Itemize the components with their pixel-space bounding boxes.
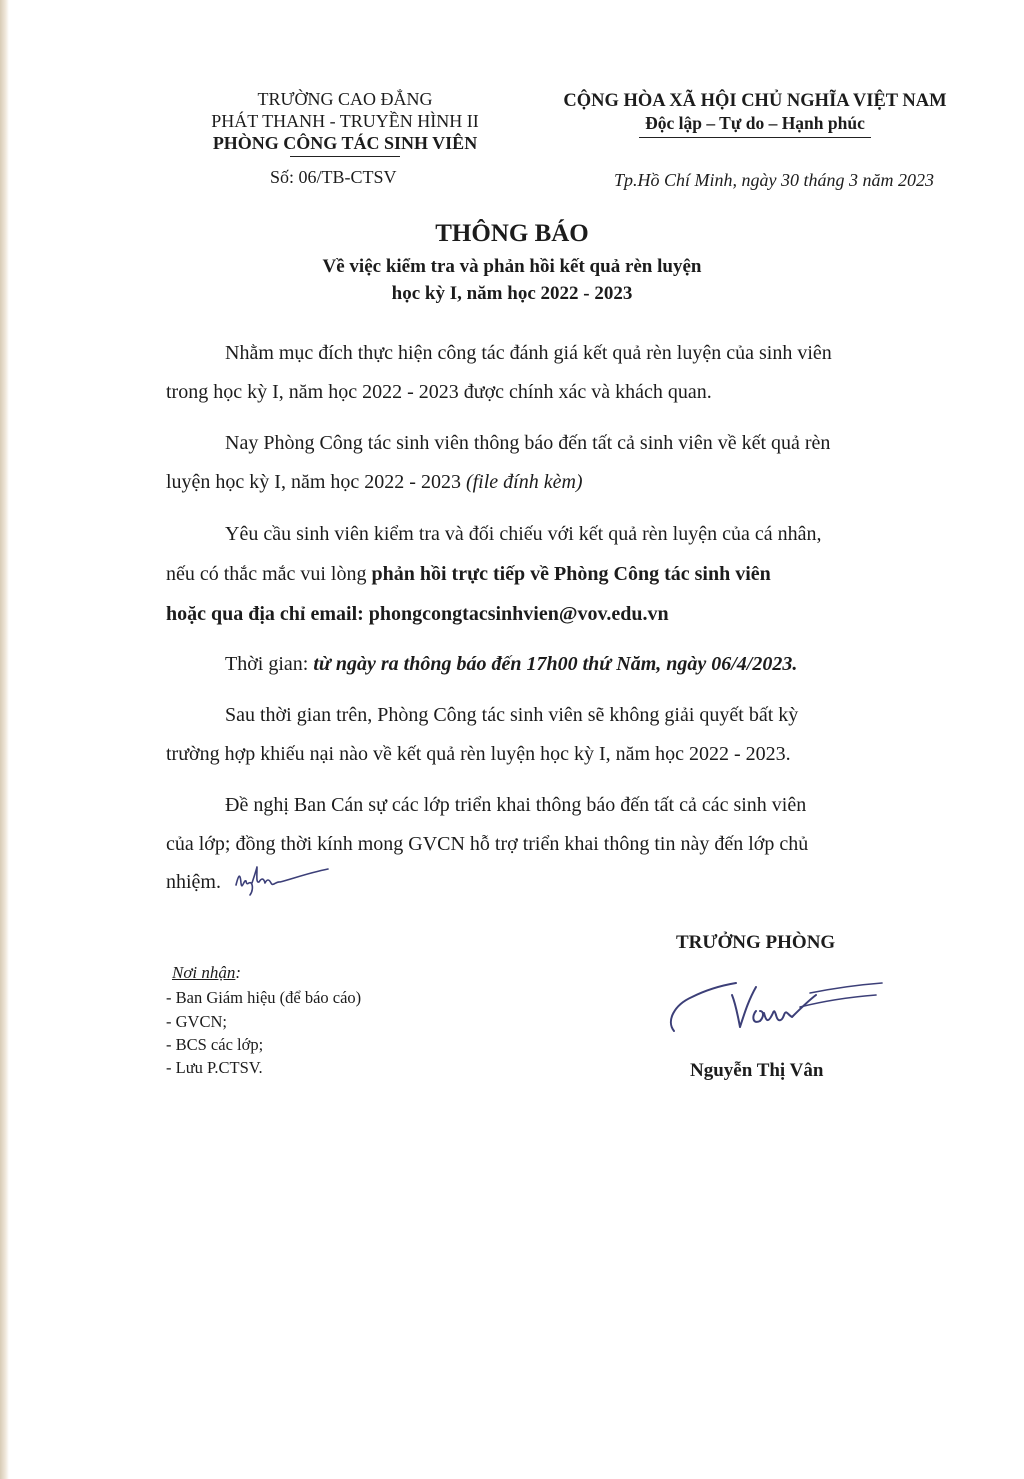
- recipient-item: - Lưu P.CTSV.: [166, 1058, 263, 1077]
- document-number: Số: 06/TB-CTSV: [270, 167, 397, 187]
- document-subtitle-line2: học kỳ I, năm học 2022 - 2023: [391, 283, 633, 304]
- school-name-line1: TRƯỜNG CAO ĐẲNG: [257, 89, 433, 109]
- paragraph-5-line-1: Sau thời gian trên, Phòng Công tác sinh viên sẽ không giải quyết bất kỳ: [225, 704, 799, 726]
- paragraph-2-text: luyện học kỳ I, năm học 2022 - 2023: [166, 471, 466, 493]
- paragraph-3-line-1: Yêu cầu sinh viên kiểm tra và đối chiếu với kết quả rèn luyện của cá nhân,: [225, 523, 822, 545]
- paragraph-1-line-1: Nhằm mục đích thực hiện công tác đánh giá kết quả rèn luyện của sinh viên: [225, 342, 832, 364]
- country-name: CỘNG HÒA XÃ HỘI CHỦ NGHĨA VIỆT NAM: [563, 91, 947, 111]
- recipients-label: Nơi nhận: [172, 963, 236, 982]
- contact-email-line: hoặc qua địa chỉ email: phongcongtacsinhvien@vov.edu.vn: [166, 603, 669, 625]
- paragraph-6-line-3: nhiệm.: [166, 871, 221, 893]
- issuing-organization: [180, 88, 510, 157]
- national-motto: Độc lập – Tự do – Hạnh phúc: [645, 113, 865, 133]
- national-header: [540, 90, 970, 138]
- recipients-colon: :: [235, 963, 242, 982]
- paragraph-1-line-2: trong học kỳ I, năm học 2022 - 2023 được chính xác và khách quan.: [166, 381, 712, 403]
- paragraph-6-line-1: Đề nghị Ban Cán sự các lớp triển khai thông báo đến tất cả các sinh viên: [225, 794, 807, 816]
- feedback-instruction: phản hồi trực tiếp về Phòng Công tác sinh viên: [371, 563, 771, 585]
- deadline-label: Thời gian:: [225, 653, 314, 675]
- paragraph-5-line-2: trường hợp khiếu nại nào về kết quả rèn luyện học kỳ I, năm học 2022 - 2023.: [166, 743, 791, 765]
- motto-underline: [639, 137, 871, 138]
- signatory-title: TRƯỞNG PHÒNG: [676, 932, 836, 953]
- paragraph-2-line-2: [166, 471, 583, 494]
- paragraph-3-text: nếu có thắc mắc vui lòng: [166, 563, 372, 585]
- recipients-heading: [172, 963, 241, 983]
- paragraph-3-line-2: [166, 563, 771, 586]
- school-name-line2: PHÁT THANH - TRUYỀN HÌNH II: [211, 111, 479, 131]
- place-and-date: Tp.Hồ Chí Minh, ngày 30 tháng 3 năm 2023: [614, 170, 935, 190]
- signatory-name: Nguyễn Thị Vân: [690, 1060, 824, 1081]
- department-underline: [290, 156, 400, 157]
- attachment-note: (file đính kèm): [465, 471, 583, 493]
- deadline-line: [225, 653, 797, 676]
- document-title: THÔNG BÁO: [435, 220, 589, 247]
- department-name: PHÒNG CÔNG TÁC SINH VIÊN: [212, 133, 478, 153]
- paragraph-2-line-1: Nay Phòng Công tác sinh viên thông báo đến tất cả sinh viên về kết quả rèn: [225, 432, 831, 454]
- recipient-item: - Ban Giám hiệu (để báo cáo): [166, 988, 362, 1007]
- paragraph-6-line-2: của lớp; đồng thời kính mong GVCN hỗ trợ triển khai thông tin này đến lớp chủ: [166, 833, 809, 855]
- handwritten-initials: [232, 863, 332, 897]
- handwritten-signature: [660, 975, 890, 1045]
- document-subtitle-line1: Về việc kiểm tra và phản hồi kết quả rèn luyện: [322, 256, 702, 277]
- deadline-value: từ ngày ra thông báo đến 17h00 thứ Năm, ngày 06/4/2023.: [313, 653, 798, 675]
- recipient-item: - BCS các lớp;: [166, 1035, 264, 1054]
- recipient-item: - GVCN;: [166, 1012, 227, 1031]
